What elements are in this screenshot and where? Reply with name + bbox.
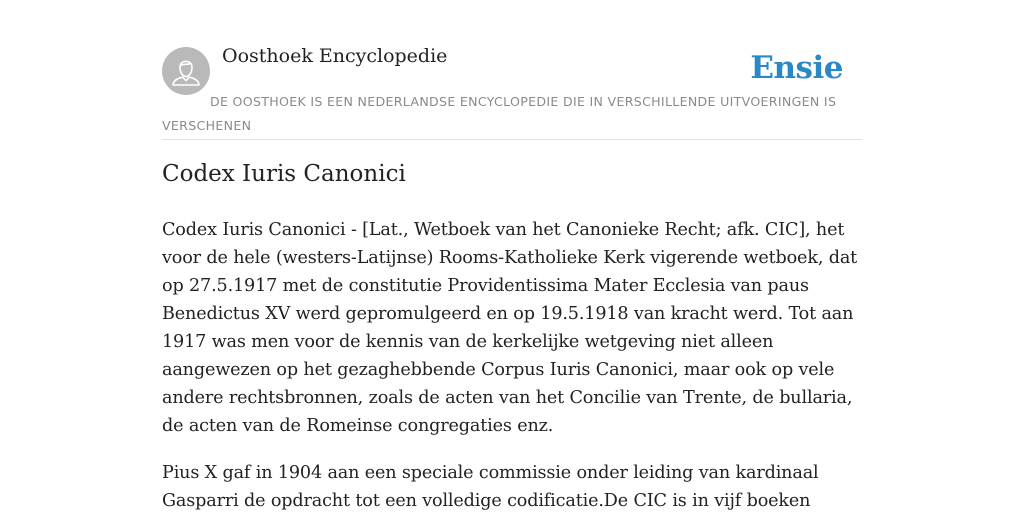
user-silhouette-icon — [162, 47, 210, 95]
brand-logo[interactable]: Ensie — [750, 50, 843, 86]
header-divider — [162, 139, 862, 140]
article-body — [162, 216, 862, 512]
publisher-description: DE OOSTHOEK IS EEN NEDERLANDSE ENCYCLOPEDIE DIE IN VERSCHILLENDE UITVOERINGEN IS VERSCHENEN — [162, 94, 837, 133]
publisher-name[interactable]: Oosthoek Encyclopedie — [222, 45, 448, 67]
publisher-avatar[interactable] — [162, 47, 210, 95]
article-paragraph: Pius X gaf in 1904 aan een speciale commissie onder leiding van kardinaal Gasparri de opdracht tot een volledige codificatie.De CIC is in vijf boeken — [162, 463, 819, 511]
article-paragraph: Codex Iuris Canonici - [Lat., Wetboek van het Canonieke Recht; afk. CIC], het voor de hele (westers-Latijnse) Rooms-Katholieke Kerk vigerende wetboek, dat op 27.5.1917 met de constitutie Providentissima Mater Ecclesia van paus Benedictus XV werd gepromulgeerd en op 19.5.1918 van kracht werd. Tot aan 1917 was men voor de kennis van de kerkelijke wetgeving niet alleen aangewezen op het gezaghebbende Corpus Iuris Canonici, maar ook op vele andere rechtsbronnen, zoals de acten van het Concilie van Trente, de bullaria, de acten van de Romeinse congregaties enz. — [162, 220, 858, 436]
article-title: Codex Iuris Canonici — [162, 161, 406, 187]
